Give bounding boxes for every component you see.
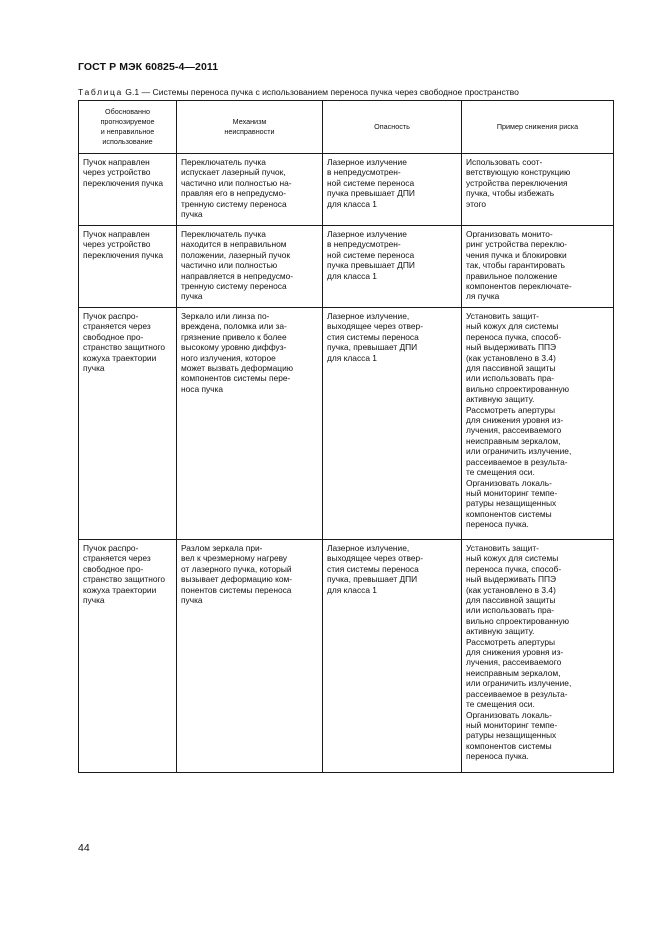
- cell-mitigation: [462, 308, 614, 540]
- mitigation-paragraph: Установить защит- ный кожух для системы переноса пучка, способ- ный выдерживать ППЭ (как установлено в 3.4) для пассивной защиты или использовать пра- вильно спроектированную активную защиту.: [466, 311, 570, 405]
- cell-mechanism: Переключатель пучка находится в неправильном положении, лазерный пучок частично или полностью направляется в непредусмо- тренную систему переноса пучка: [177, 226, 323, 308]
- table-row: [79, 154, 614, 226]
- table-caption-title: — Системы переноса пучка с использованием переноса пучка через свободное пространство: [139, 87, 519, 97]
- column-header-mechanism: Механизм неисправности: [177, 101, 323, 154]
- table-row: [79, 540, 614, 773]
- mitigation-paragraph: Рассмотреть апертуры для снижения уровня из- лучения, рассеиваемого неисправным зеркалом, или ограничить излучение, рассеиваемое в результа- те смещения оси.: [466, 636, 572, 710]
- mitigation-paragraph: Установить защит- ный кожух для системы переноса пучка, способ- ный выдерживать ППЭ (как установлено в 3.4) для пассивной защиты или использовать пра- вильно спроектированную активную защиту.: [466, 543, 570, 637]
- cell-mechanism: Зеркало или линза по- вреждена, поломка или за- грязнение привело к более высокому уровню диффуз- ного излучения, которое может вызвать деформацию компонентов системы пере- носа пучка: [177, 308, 323, 540]
- column-header-mitigation: Пример снижения риска: [462, 101, 614, 154]
- hazard-table: [78, 100, 614, 773]
- column-header-misuse: Обоснованно прогнозируемое и неправильное использование: [79, 101, 177, 154]
- table-row: [79, 226, 614, 308]
- table-header-row: [79, 101, 614, 154]
- cell-mitigation: [462, 226, 614, 308]
- mitigation-paragraph: Организовать локаль- ный мониторинг темпе- ратуры незащищенных компонентов системы переноса пучка.: [466, 709, 558, 762]
- table-row: [79, 308, 614, 540]
- cell-misuse: Пучок распро- страняется через свободное про- странство защитного кожуха траектории пучка: [79, 308, 177, 540]
- mitigation-paragraph: Организовать локаль- ный мониторинг темпе- ратуры незащищенных компонентов системы переноса пучка.: [466, 477, 558, 530]
- mitigation-paragraph: Рассмотреть апертуры для снижения уровня из- лучения, рассеиваемого неисправным зеркалом, или ограничить излучение, рассеиваемое в результа- те смещения оси.: [466, 404, 572, 478]
- cell-misuse: Пучок распро- страняется через свободное про- странство защитного кожуха траектории пучка: [79, 540, 177, 773]
- cell-hazard: Лазерное излучение в непредусмотрен- ной системе переноса пучка превышает ДПИ для класса 1: [323, 226, 462, 308]
- cell-hazard: Лазерное излучение, выходящее через отвер- стия системы переноса пучка, превышает ДПИ для класса 1: [323, 540, 462, 773]
- page-number: 44: [78, 842, 90, 854]
- cell-misuse: Пучок направлен через устройство переключения пучка: [79, 226, 177, 308]
- document-header: ГОСТ Р МЭК 60825-4—2011: [78, 61, 219, 73]
- cell-hazard: Лазерное излучение, выходящее через отвер- стия системы переноса пучка, превышает ДПИ для класса 1: [323, 308, 462, 540]
- cell-misuse: Пучок направлен через устройство переключения пучка: [79, 154, 177, 226]
- cell-mechanism: Переключатель пучка испускает лазерный пучок, частично или полностью на- правляя его в непредусмо- тренную систему переноса пучка: [177, 154, 323, 226]
- table-caption: [78, 87, 519, 97]
- cell-hazard: Лазерное излучение в непредусмотрен- ной системе переноса пучка превышает ДПИ для класса 1: [323, 154, 462, 226]
- cell-mitigation: [462, 154, 614, 226]
- cell-mechanism: Разлом зеркала при- вел к чрезмерному нагреву от лазерного пучка, который вызывает деформацию ком- понентов системы переноса пучка: [177, 540, 323, 773]
- mitigation-paragraph: Использовать соот- ветствующую конструкцию устройства переключения пучка, чтобы избежать этого: [466, 157, 571, 209]
- table-caption-label: Таблица: [78, 87, 123, 97]
- table-caption-number: G.1: [125, 87, 140, 97]
- column-header-hazard: Опасность: [323, 101, 462, 154]
- mitigation-paragraph: Организовать монито- ринг устройства переклю- чения пучка и блокировки так, чтобы гарантировать правильное положение компонентов переключате- ля пучка: [466, 229, 572, 302]
- cell-mitigation: [462, 540, 614, 773]
